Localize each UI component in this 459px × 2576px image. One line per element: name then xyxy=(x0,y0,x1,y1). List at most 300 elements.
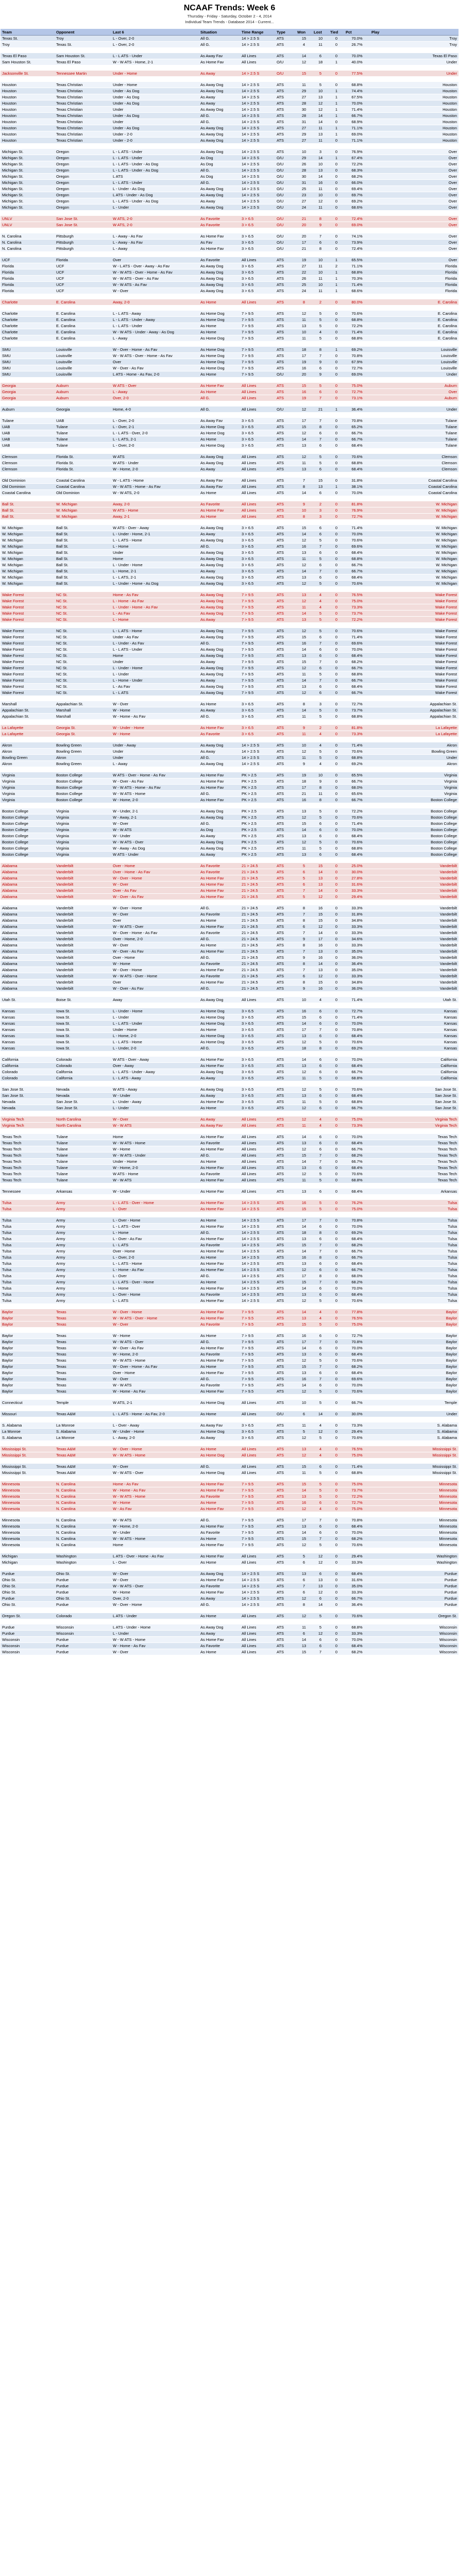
table-row xyxy=(1,59,458,65)
cell-lost: 5 xyxy=(312,1487,329,1494)
cell-situation: As Home Fav xyxy=(199,383,240,389)
cell-tied: 0 xyxy=(329,677,344,684)
cell-opponent: Pittsburgh xyxy=(55,240,111,246)
table-row xyxy=(1,430,458,436)
cell-last6: L - Under xyxy=(111,1014,199,1021)
table-row xyxy=(1,617,458,623)
cell-tied: 0 xyxy=(329,233,344,240)
cell-opponent: NC St. xyxy=(55,640,111,647)
cell-pct: 73.9% xyxy=(344,240,370,246)
cell-situation: All G. xyxy=(199,1602,240,1608)
cell-team: W. Michigan xyxy=(1,531,55,537)
cell-lost: 15 xyxy=(312,979,329,986)
cell-tied: 0 xyxy=(329,1217,344,1224)
cell-pct: 69.7% xyxy=(344,192,370,198)
cell-situation: As Home Dog xyxy=(199,1400,240,1406)
cell-team: Marshall xyxy=(1,701,55,707)
table-row xyxy=(1,778,458,785)
cell-pct: 68.2% xyxy=(344,174,370,180)
cell-type: ATS xyxy=(275,1560,296,1566)
cell-won: 17 xyxy=(296,240,312,246)
cell-play: Boston College xyxy=(370,815,458,821)
cell-opponent: Iowa St. xyxy=(55,1045,111,1052)
cell-pct: 70.6% xyxy=(344,749,370,755)
cell-play: Over xyxy=(370,240,458,246)
cell-situation: As Home Fav xyxy=(199,1236,240,1242)
table-row xyxy=(1,1333,458,1339)
group-separator-cell xyxy=(1,1212,458,1217)
table-row xyxy=(1,1146,458,1153)
cell-pct: 70.6% xyxy=(344,1039,370,1045)
cell-situation: As Favorite xyxy=(199,501,240,507)
cell-tied: 0 xyxy=(329,1364,344,1370)
table-row xyxy=(1,1589,458,1596)
cell-pct: 71.4% xyxy=(344,997,370,1003)
table-row xyxy=(1,276,458,282)
cell-play: Florida xyxy=(370,269,458,276)
cell-pct: 35.0% xyxy=(344,1583,370,1589)
cell-time-range: 3 > 6.5 xyxy=(240,276,275,282)
cell-play: Tulsa xyxy=(370,1206,458,1212)
cell-team: Texas Tech xyxy=(1,1153,55,1159)
cell-last6: W ATS xyxy=(111,454,199,460)
cell-won: 14 xyxy=(296,1345,312,1351)
cell-play: Clemson xyxy=(370,460,458,466)
table-row xyxy=(1,537,458,544)
cell-last6: Home xyxy=(111,653,199,659)
cell-opponent: Purdue xyxy=(55,1583,111,1589)
cell-opponent: North Carolina xyxy=(55,1116,111,1123)
cell-last6: L - L ATS - Under - As Dog xyxy=(111,161,199,167)
cell-lost: 5 xyxy=(312,1470,329,1476)
cell-situation: As Favorite xyxy=(199,1494,240,1500)
cell-tied: 0 xyxy=(329,1116,344,1123)
cell-lost: 5 xyxy=(312,1075,329,1081)
cell-opponent: N. Carolina xyxy=(55,1500,111,1506)
cell-tied: 0 xyxy=(329,875,344,882)
cell-pct: 66.7% xyxy=(344,1069,370,1075)
cell-play: Mississippi St. xyxy=(370,1452,458,1459)
cell-type: ATS xyxy=(275,634,296,640)
cell-tied: 0 xyxy=(329,1105,344,1111)
cell-time-range: 3 > 6.5 xyxy=(240,550,275,556)
table-row xyxy=(1,772,458,778)
cell-won: 15 xyxy=(296,821,312,827)
cell-type: ATS xyxy=(275,484,296,490)
cell-opponent: NC St. xyxy=(55,684,111,690)
cell-won: 15 xyxy=(296,383,312,389)
cell-last6: L - Home - As Fav xyxy=(111,1267,199,1273)
cell-opponent: Bowling Green xyxy=(55,742,111,749)
cell-lost: 14 xyxy=(312,869,329,875)
table-row xyxy=(1,490,458,496)
cell-won: 13 xyxy=(296,1315,312,1321)
cell-time-range: 7 > 9.5 xyxy=(240,611,275,617)
cell-won: 17 xyxy=(296,353,312,359)
cell-situation: All G. xyxy=(199,1339,240,1345)
cell-tied: 0 xyxy=(329,537,344,544)
cell-won: 8 xyxy=(296,979,312,986)
cell-time-range: All Lines xyxy=(240,1631,275,1637)
cell-type: ATS xyxy=(275,269,296,276)
cell-situation: As Home Fav xyxy=(199,1345,240,1351)
cell-last6: Home xyxy=(111,1542,199,1548)
cell-won: 10 xyxy=(296,149,312,155)
cell-won: 6 xyxy=(296,869,312,875)
cell-lost: 13 xyxy=(312,1583,329,1589)
cell-won: 12 xyxy=(296,1116,312,1123)
cell-play: Tulsa xyxy=(370,1261,458,1267)
cell-time-range: 14 > 2.5 S xyxy=(240,167,275,174)
cell-type: ATS xyxy=(275,359,296,365)
cell-opponent: Boston College xyxy=(55,772,111,778)
table-row xyxy=(1,125,458,131)
cell-type: ATS xyxy=(275,815,296,821)
cell-lost: 5 xyxy=(312,1039,329,1045)
cell-pct: 70.6% xyxy=(344,1171,370,1177)
table-row xyxy=(1,174,458,180)
cell-won: 16 xyxy=(296,640,312,647)
cell-time-range: 3 > 6.5 xyxy=(240,562,275,568)
cell-situation: As Favorite xyxy=(199,216,240,222)
cell-won: 15 xyxy=(296,1014,312,1021)
table-row xyxy=(1,1523,458,1530)
cell-situation: As Home Fav xyxy=(199,797,240,803)
cell-team: Baylor xyxy=(1,1364,55,1370)
cell-pct: 70.8% xyxy=(344,418,370,424)
cell-tied: 0 xyxy=(329,665,344,671)
cell-last6: W - Over - As Fav xyxy=(111,778,199,785)
table-row xyxy=(1,684,458,690)
cell-situation: As Away Dog xyxy=(199,288,240,294)
cell-team: San Jose St. xyxy=(1,1087,55,1093)
table-row xyxy=(1,443,458,449)
table-row xyxy=(1,94,458,100)
cell-opponent: Oregon xyxy=(55,180,111,186)
cell-situation: As Away Dog xyxy=(199,460,240,466)
cell-play: Akron xyxy=(370,761,458,767)
cell-won: 13 xyxy=(296,1446,312,1452)
cell-time-range: 7 > 9.5 xyxy=(240,684,275,690)
cell-team: Mississippi St. xyxy=(1,1452,55,1459)
cell-play: Tulane xyxy=(370,424,458,430)
cell-won: 13 xyxy=(296,1261,312,1267)
cell-team: Charlotte xyxy=(1,317,55,323)
cell-won: 12 xyxy=(296,1388,312,1395)
cell-last6: W ATS - Under xyxy=(111,460,199,466)
cell-team: Virginia xyxy=(1,785,55,791)
table-row xyxy=(1,1248,458,1255)
cell-lost: 4 xyxy=(312,1123,329,1129)
cell-last6: L - Away xyxy=(111,246,199,252)
cell-situation: As Away Dog xyxy=(199,611,240,617)
cell-tied: 0 xyxy=(329,389,344,395)
cell-play: Vanderbilt xyxy=(370,882,458,888)
cell-pct: 27.8% xyxy=(344,875,370,882)
cell-pct: 70.6% xyxy=(344,1358,370,1364)
cell-type: ATS xyxy=(275,1093,296,1099)
cell-tied: 0 xyxy=(329,1596,344,1602)
cell-type: ATS xyxy=(275,924,296,930)
cell-last6: W - W ATS - Over xyxy=(111,1470,199,1476)
cell-play: E. Carolina xyxy=(370,317,458,323)
cell-play: Tulane xyxy=(370,418,458,424)
cell-situation: All G. xyxy=(199,406,240,413)
cell-situation: As Home Fav xyxy=(199,1358,240,1364)
cell-pct: 70.6% xyxy=(344,815,370,821)
cell-lost: 5 xyxy=(312,617,329,623)
cell-lost: 14 xyxy=(312,155,329,161)
cell-type: ATS xyxy=(275,888,296,894)
cell-tied: 0 xyxy=(329,1506,344,1512)
cell-team: Wake Forest xyxy=(1,611,55,617)
cell-situation: As Home Fav xyxy=(199,1309,240,1315)
cell-lost: 5 xyxy=(312,581,329,587)
cell-type: ATS xyxy=(275,1267,296,1273)
cell-opponent: NC St. xyxy=(55,647,111,653)
cell-lost: 11 xyxy=(312,125,329,131)
cell-opponent: E. Carolina xyxy=(55,299,111,306)
cell-time-range: All Lines xyxy=(240,53,275,59)
cell-opponent: Marshall xyxy=(55,714,111,720)
group-separator xyxy=(1,228,458,233)
cell-last6: W - Over - Home xyxy=(111,875,199,882)
cell-team: Minnesota xyxy=(1,1523,55,1530)
cell-type: ATS xyxy=(275,550,296,556)
cell-tied: 0 xyxy=(329,501,344,507)
col-header-time-range: Time Range xyxy=(240,29,275,36)
cell-play: Wisconsin xyxy=(370,1643,458,1649)
cell-pct: 72.2% xyxy=(344,617,370,623)
cell-won: 11 xyxy=(296,335,312,342)
cell-team: Alabama xyxy=(1,875,55,882)
cell-team: Appalachian St. xyxy=(1,707,55,714)
cell-last6: L - L ATS, 2-1 xyxy=(111,574,199,581)
cell-situation: As Home Fav xyxy=(199,979,240,986)
table-row xyxy=(1,514,458,520)
cell-type: ATS xyxy=(275,785,296,791)
cell-time-range: 21 > 24.5 xyxy=(240,894,275,900)
cell-opponent: Army xyxy=(55,1273,111,1279)
cell-time-range: 7 > 9.5 xyxy=(240,592,275,598)
cell-play: Kansas xyxy=(370,1039,458,1045)
cell-play: Over xyxy=(370,149,458,155)
cell-situation: All G. xyxy=(199,544,240,550)
cell-type: ATS xyxy=(275,997,296,1003)
cell-type: ATS xyxy=(275,1027,296,1033)
cell-team: Colorado xyxy=(1,1075,55,1081)
table-row xyxy=(1,659,458,665)
cell-opponent: N. Carolina xyxy=(55,1542,111,1548)
cell-time-range: 3 > 6.5 xyxy=(240,1422,275,1429)
cell-won: 27 xyxy=(296,263,312,269)
cell-type: ATS xyxy=(275,761,296,767)
cell-team: Texas Tech xyxy=(1,1146,55,1153)
cell-type: ATS xyxy=(275,1321,296,1328)
cell-team: Alabama xyxy=(1,986,55,992)
cell-team: Michigan xyxy=(1,1560,55,1566)
cell-time-range: 14 > 2.5 S xyxy=(240,1267,275,1273)
cell-won: 13 xyxy=(296,1063,312,1069)
cell-situation: As Away Dog xyxy=(199,592,240,598)
cell-pct: 71.4% xyxy=(344,282,370,288)
cell-time-range: 14 > 2.5 S xyxy=(240,88,275,94)
cell-pct: 36.4% xyxy=(344,1602,370,1608)
cell-situation: As Home Fav xyxy=(199,778,240,785)
cell-opponent: Iowa St. xyxy=(55,1039,111,1045)
cell-won: 6 xyxy=(296,1411,312,1417)
table-row xyxy=(1,845,458,852)
cell-opponent: Purdue xyxy=(55,1589,111,1596)
cell-team: W. Michigan xyxy=(1,556,55,562)
cell-time-range: 7 > 9.5 xyxy=(240,640,275,647)
cell-opponent: Vanderbilt xyxy=(55,905,111,911)
cell-situation: As Away xyxy=(199,659,240,665)
cell-pct: 69.2% xyxy=(344,1230,370,1236)
cell-play: Houston xyxy=(370,119,458,125)
cell-time-range: 7 > 9.5 xyxy=(240,690,275,696)
cell-team: Ball St. xyxy=(1,507,55,514)
cell-opponent: Colorado xyxy=(55,1613,111,1619)
cell-lost: 8 xyxy=(312,347,329,353)
cell-won: 12 xyxy=(296,454,312,460)
col-header-situation: Situation xyxy=(199,29,240,36)
cell-play: W. Michigan xyxy=(370,574,458,581)
cell-won: 24 xyxy=(296,288,312,294)
cell-opponent: Boise St. xyxy=(55,997,111,1003)
cell-situation: As Home Fav xyxy=(199,1134,240,1140)
cell-last6: Home, 4-0 xyxy=(111,406,199,413)
cell-won: 13 xyxy=(296,1140,312,1146)
cell-situation: As Home Fav xyxy=(199,1267,240,1273)
cell-play: Temple xyxy=(370,1400,458,1406)
cell-won: 13 xyxy=(296,592,312,598)
cell-last6: W ATS - Away xyxy=(111,1087,199,1093)
cell-situation: As Favorite xyxy=(199,863,240,869)
cell-last6: L - L ATS - Away xyxy=(111,311,199,317)
cell-pct: 70.6% xyxy=(344,1087,370,1093)
table-row xyxy=(1,107,458,113)
cell-last6: W - W ATS - Over - As Fav xyxy=(111,276,199,282)
cell-pct: 68.4% xyxy=(344,443,370,449)
cell-type: ATS xyxy=(275,936,296,942)
cell-opponent: Tulane xyxy=(55,1171,111,1177)
cell-lost: 6 xyxy=(312,1345,329,1351)
cell-time-range: All Lines xyxy=(240,1400,275,1406)
cell-time-range: 14 > 2.5 S xyxy=(240,1583,275,1589)
cell-play: Vanderbilt xyxy=(370,942,458,948)
cell-team: Auburn xyxy=(1,406,55,413)
cell-won: 6 xyxy=(296,882,312,888)
cell-team: Charlotte xyxy=(1,335,55,342)
cell-lost: 8 xyxy=(312,797,329,803)
cell-team: Baylor xyxy=(1,1376,55,1382)
cell-tied: 1 xyxy=(329,113,344,119)
cell-opponent: Vanderbilt xyxy=(55,979,111,986)
cell-lost: 6 xyxy=(312,1382,329,1388)
cell-tied: 0 xyxy=(329,1530,344,1536)
cell-time-range: All Lines xyxy=(240,1146,275,1153)
cell-last6: L - Over, 2-0 xyxy=(111,443,199,449)
cell-time-range: 14 > 2.5 S xyxy=(240,1602,275,1608)
cell-team: Minnesota xyxy=(1,1542,55,1548)
cell-situation: As Away Dog xyxy=(199,665,240,671)
table-row xyxy=(1,323,458,329)
cell-team: Alabama xyxy=(1,979,55,986)
group-separator xyxy=(1,211,458,216)
cell-team: Alabama xyxy=(1,918,55,924)
cell-tied: 0 xyxy=(329,967,344,973)
table-row xyxy=(1,365,458,371)
cell-lost: 7 xyxy=(312,640,329,647)
cell-won: 16 xyxy=(296,1500,312,1506)
cell-last6: W - Home - As Fav xyxy=(111,1388,199,1395)
cell-opponent: Texas Christian xyxy=(55,113,111,119)
cell-time-range: 3 > 6.5 xyxy=(240,424,275,430)
cell-tied: 0 xyxy=(329,979,344,986)
cell-situation: All G. xyxy=(199,1045,240,1052)
cell-play: Wake Forest xyxy=(370,592,458,598)
cell-tied: 0 xyxy=(329,1411,344,1417)
cell-won: 15 xyxy=(296,659,312,665)
cell-lost: 6 xyxy=(312,1530,329,1536)
cell-team: SMU xyxy=(1,347,55,353)
cell-tied: 1 xyxy=(329,94,344,100)
cell-opponent: North Carolina xyxy=(55,1123,111,1129)
cell-opponent: Texas xyxy=(55,1309,111,1315)
cell-play: Minnesota xyxy=(370,1517,458,1523)
cell-last6: W - L ATS - Home xyxy=(111,478,199,484)
cell-last6: W - Under xyxy=(111,1530,199,1536)
cell-opponent: Oregon xyxy=(55,198,111,205)
cell-lost: 4 xyxy=(312,731,329,737)
cell-won: 13 xyxy=(296,1643,312,1649)
cell-type: ATS xyxy=(275,671,296,677)
cell-opponent: Vanderbilt xyxy=(55,948,111,955)
table-row xyxy=(1,1140,458,1146)
cell-tied: 0 xyxy=(329,1159,344,1165)
cell-pct: 75.0% xyxy=(344,1452,370,1459)
cell-time-range: 3 > 6.5 xyxy=(240,525,275,531)
cell-play: Tulsa xyxy=(370,1292,458,1298)
cell-situation: As Home Fav xyxy=(199,59,240,65)
cell-pct: 70.6% xyxy=(344,1435,370,1441)
cell-tied: 0 xyxy=(329,1649,344,1655)
cell-type: ATS xyxy=(275,640,296,647)
cell-lost: 10 xyxy=(312,161,329,167)
cell-situation: As Away Dog xyxy=(199,186,240,192)
cell-type: ATS xyxy=(275,731,296,737)
cell-team: W. Michigan xyxy=(1,568,55,574)
cell-team: S. Alabama xyxy=(1,1435,55,1441)
cell-time-range: All Lines xyxy=(240,1560,275,1566)
cell-won: 31 xyxy=(296,180,312,186)
cell-type: ATS xyxy=(275,930,296,936)
cell-last6: Away, 2-1 xyxy=(111,514,199,520)
cell-won: 11 xyxy=(296,317,312,323)
cell-team: W. Michigan xyxy=(1,574,55,581)
cell-situation: As Home xyxy=(199,1217,240,1224)
group-separator-cell xyxy=(1,378,458,383)
cell-time-range: 7 > 9.5 xyxy=(240,311,275,317)
cell-opponent: Florida xyxy=(55,257,111,263)
cell-tied: 0 xyxy=(329,986,344,992)
cell-type: ATS xyxy=(275,323,296,329)
cell-lost: 13 xyxy=(312,167,329,174)
cell-time-range: PK > 2.5 xyxy=(240,827,275,833)
cell-opponent: E. Carolina xyxy=(55,329,111,335)
cell-play: Tulsa xyxy=(370,1273,458,1279)
